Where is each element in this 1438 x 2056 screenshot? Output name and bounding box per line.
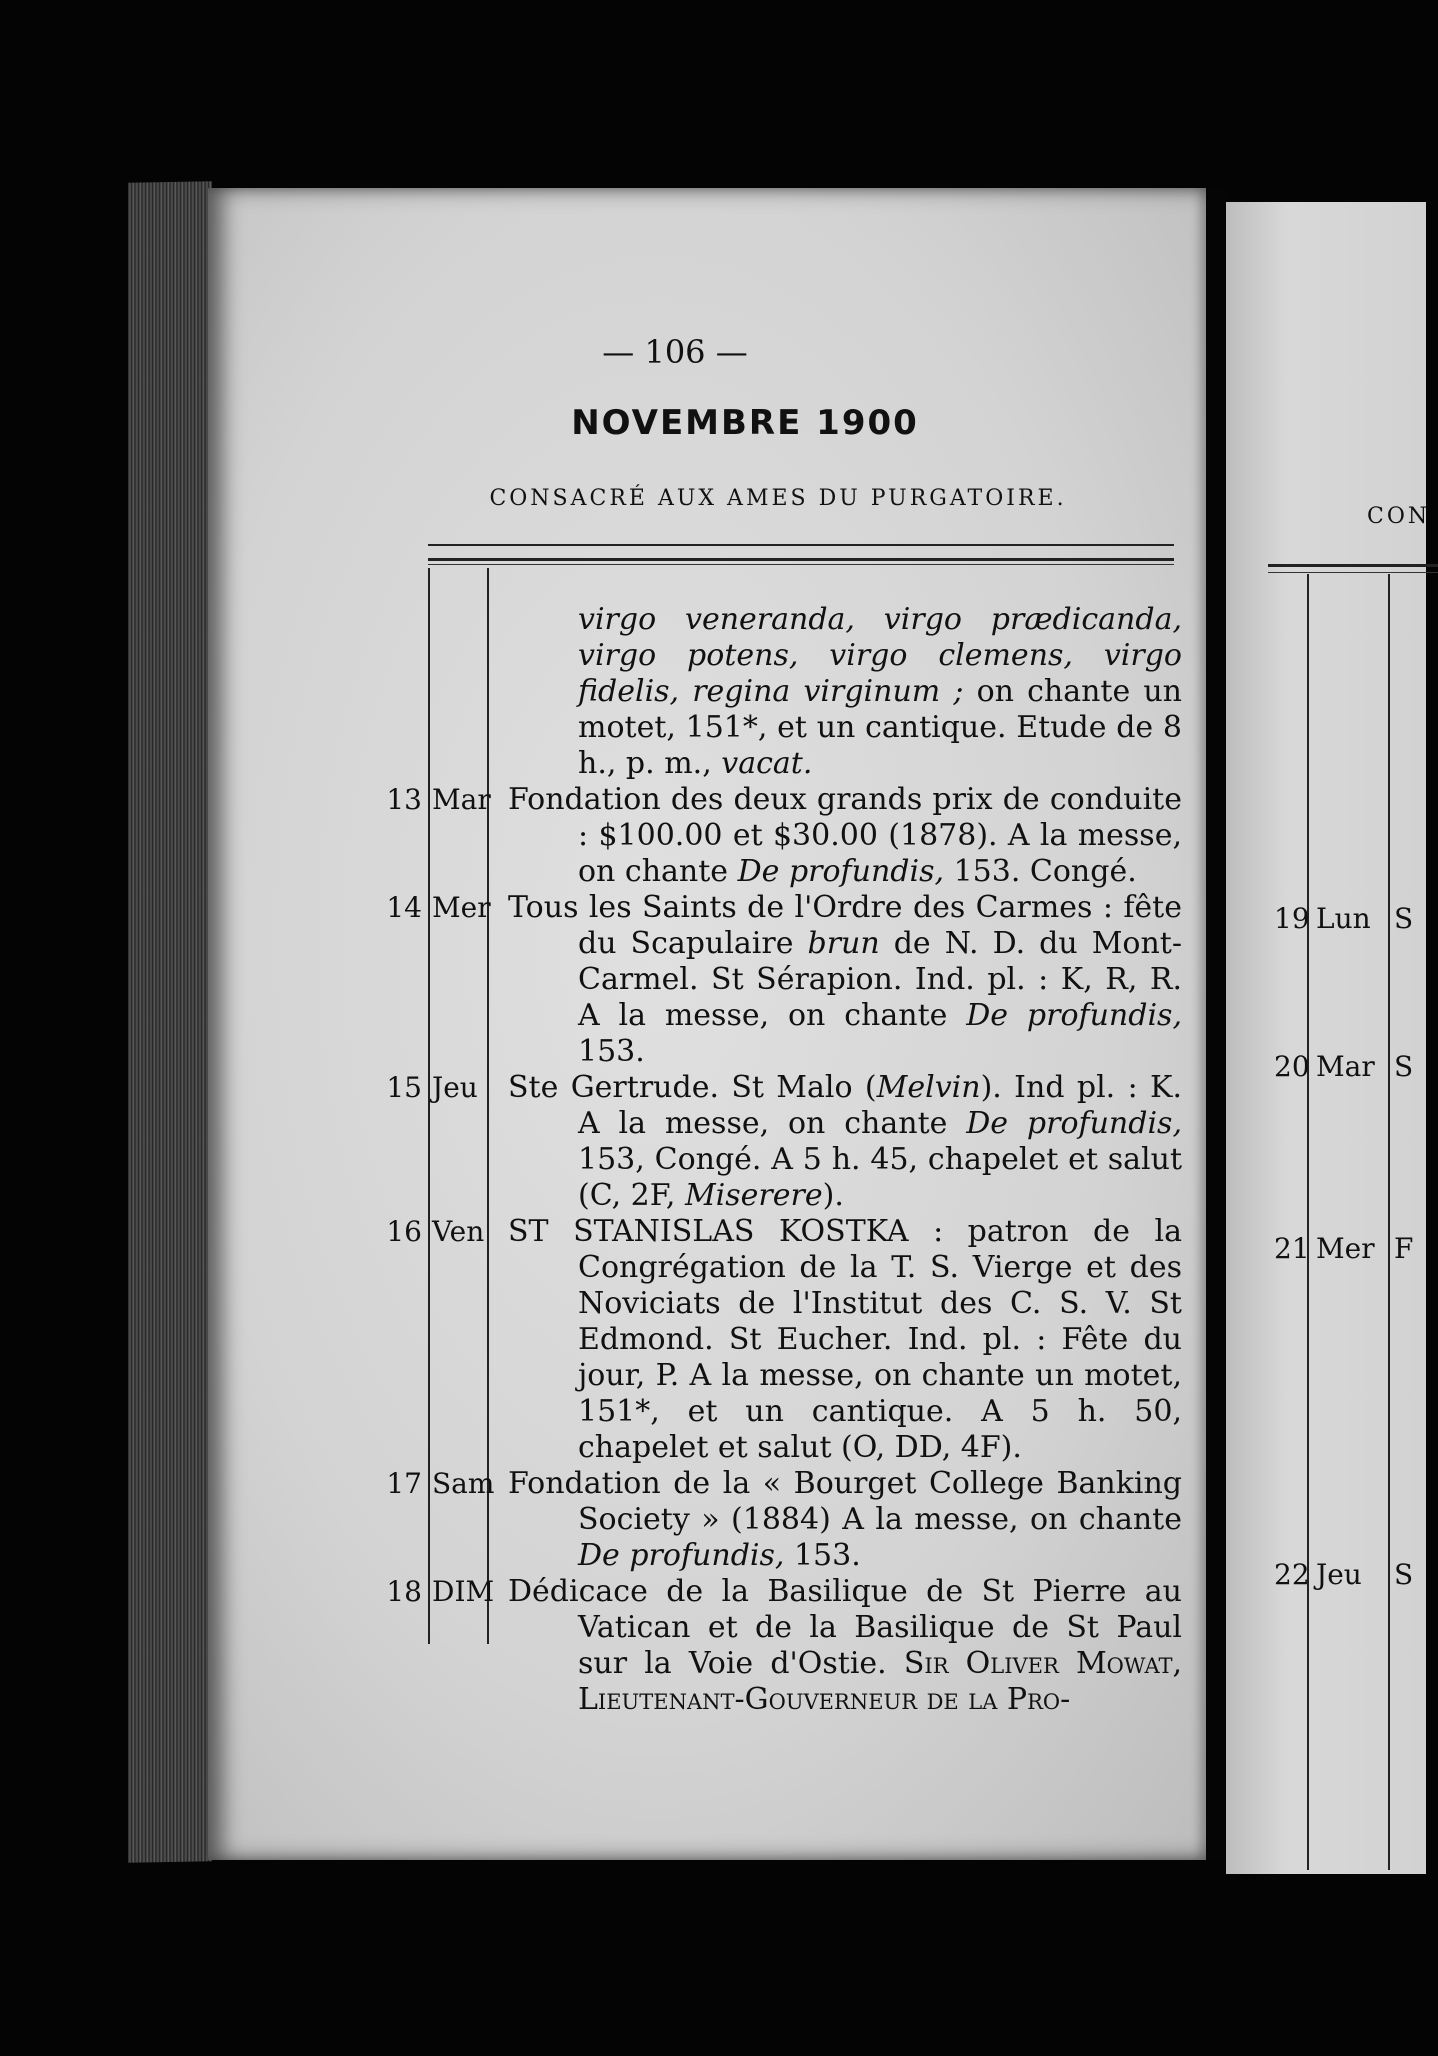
book-gutter	[1206, 190, 1226, 1860]
header-rule	[428, 544, 1174, 546]
entry-text: Tous les Saints de l'Ordre des Carmes : fête du Scapulaire brun de N. D. du Mont-Carmel. St Sérapion. Ind. pl. : K, R, R. A la messe, on chante De profundis, 153.	[508, 890, 1182, 1069]
row-date: 21	[1274, 1232, 1310, 1265]
entry-date: 13	[386, 783, 422, 816]
calendar-entries	[370, 602, 1182, 1718]
calendar-entry	[370, 602, 1182, 782]
right-page	[1226, 202, 1431, 1874]
row-date: 20	[1274, 1050, 1310, 1083]
right-page-rule	[1268, 572, 1438, 573]
entry-text: Fondation des deux grands prix de conduite : $100.00 et $30.00 (1878). A la messe, on chante De profundis, 153. Congé.	[508, 782, 1182, 889]
row-day: Lun	[1316, 902, 1371, 935]
row-text: S	[1394, 1558, 1414, 1591]
header-rule	[428, 558, 1174, 561]
row-text: S	[1394, 1050, 1414, 1083]
entry-text: Ste Gertrude. St Malo (Melvin). Ind pl. : K. A la messe, on chante De profundis, 153, Congé. A 5 h. 45, chapelet et salut (C, 2F, Miserere).	[508, 1070, 1182, 1213]
row-date: 22	[1274, 1558, 1310, 1591]
month-dedication: CONSACRÉ AUX AMES DU PURGATOIRE.	[489, 486, 1067, 511]
entry-date: 17	[386, 1467, 422, 1500]
right-page-row	[1274, 1558, 1413, 1591]
row-date: 19	[1274, 902, 1310, 935]
entry-day: Mar	[432, 783, 491, 816]
calendar-entry	[370, 890, 1182, 1070]
row-text: F	[1394, 1232, 1414, 1265]
right-page-row	[1274, 1050, 1413, 1083]
row-text: S	[1394, 902, 1414, 935]
row-day: Mer	[1316, 1232, 1375, 1265]
calendar-entry	[370, 1466, 1182, 1574]
entry-text: virgo veneranda, virgo prædicanda, virgo potens, virgo clemens, virgo fidelis, regina virginum ; on chante un motet, 151*, et un cantique. Etude de 8 h., p. m., vacat.	[578, 602, 1182, 781]
entry-text: Dédicace de la Basilique de St Pierre au Vatican et de la Basilique de St Paul sur la Voie d'Ostie. Sir Oliver Mowat, Lieutenant-Gouverneur de la Pro-	[508, 1574, 1182, 1717]
row-day: Jeu	[1316, 1558, 1362, 1591]
calendar-entry	[370, 1574, 1182, 1718]
entry-date: 16	[386, 1215, 422, 1248]
right-page-row	[1274, 1232, 1413, 1265]
entry-text: Fondation de la « Bourget College Banking Society » (1884) A la messe, on chante De profundis, 153.	[508, 1466, 1182, 1573]
right-page-header: CON	[1367, 504, 1431, 529]
entry-day: Jeu	[432, 1071, 478, 1104]
entry-text: ST STANISLAS KOSTKA : patron de la Congrégation de la T. S. Vierge et des Noviciats de l'Institut des C. S. V. St Edmond. St Eucher. Ind. pl. : Fête du jour, P. A la messe, on chante un motet, 151*, et un cantique. A 5 h. 50, chapelet et salut (O, DD, 4F).	[508, 1214, 1182, 1465]
right-page-row	[1274, 902, 1413, 935]
calendar-entry	[370, 1214, 1182, 1466]
right-page-rule	[1268, 564, 1438, 567]
right-page-column-line	[1388, 574, 1390, 1870]
entry-day: Mer	[432, 891, 491, 924]
calendar-entry	[370, 782, 1182, 890]
entry-date: 15	[386, 1071, 422, 1104]
right-page-column-line	[1307, 574, 1309, 1870]
entry-day: Sam	[432, 1467, 495, 1500]
header-rule	[428, 564, 1174, 565]
entry-date: 18	[386, 1575, 422, 1608]
calendar-entry	[370, 1070, 1182, 1214]
row-day: Mar	[1316, 1050, 1375, 1083]
page-edge	[128, 181, 212, 1862]
page-number: — 106 —	[602, 333, 748, 371]
month-title: NOVEMBRE 1900	[571, 403, 919, 443]
entry-date: 14	[386, 891, 422, 924]
entry-day: Ven	[432, 1215, 485, 1248]
entry-day: DIM	[432, 1575, 495, 1608]
